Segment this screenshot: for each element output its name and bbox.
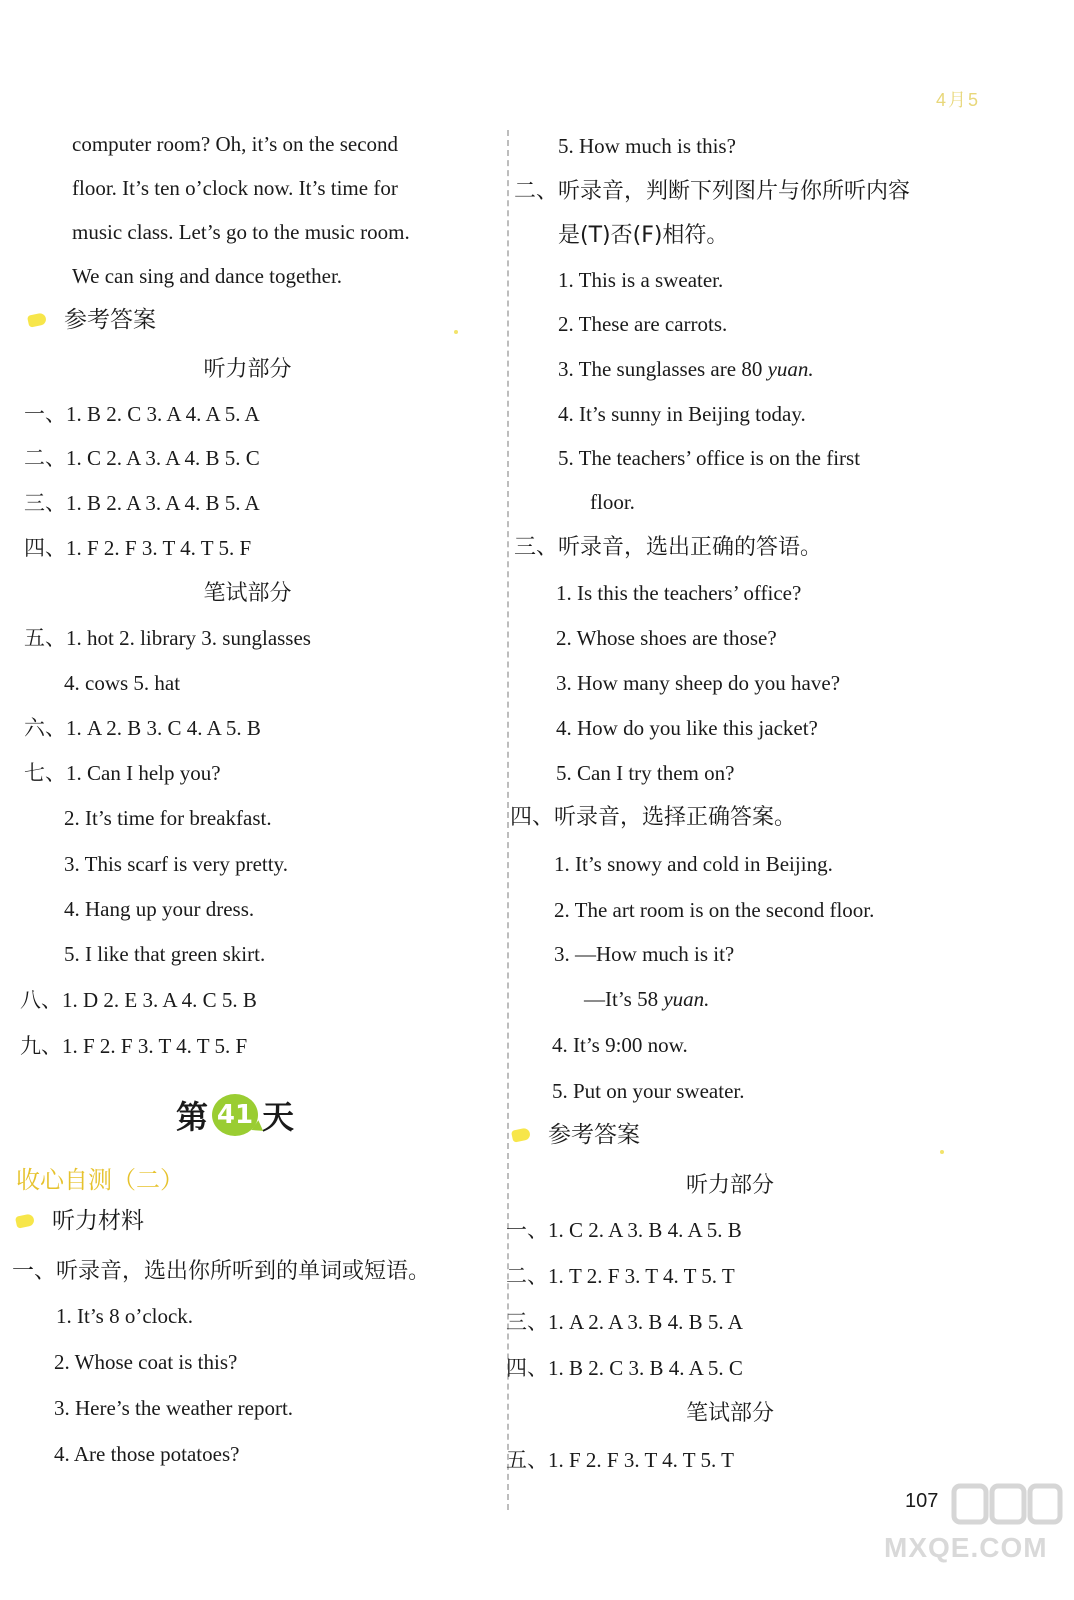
answer-row: 一、1. C 2. A 3. B 4. A 5. B bbox=[506, 1218, 742, 1242]
answer-row: 九、1. F 2. F 3. T 4. T 5. F bbox=[20, 1034, 248, 1058]
bullet-icon bbox=[27, 312, 47, 327]
material-item: 2. These are carrots. bbox=[558, 312, 728, 336]
answer-row: 5. I like that green skirt. bbox=[64, 942, 266, 966]
day-badge: 41 bbox=[212, 1094, 258, 1136]
material-item: 4. It’s sunny in Beijing today. bbox=[558, 402, 806, 426]
column-divider bbox=[507, 130, 509, 1510]
written-title: 笔试部分 bbox=[203, 581, 292, 606]
answer-row: 二、1. C 2. A 3. A 4. B 5. C bbox=[24, 446, 260, 470]
answer-heading bbox=[28, 305, 156, 335]
material-item: 5. Put on your sweater. bbox=[552, 1079, 745, 1103]
material-item: 3. Here’s the weather report. bbox=[54, 1396, 294, 1420]
answer-row: 三、1. B 2. A 3. A 4. B 5. A bbox=[24, 491, 260, 515]
material-item: 3. —How much is it? bbox=[554, 942, 735, 966]
answer-row: 4. Hang up your dress. bbox=[64, 897, 255, 921]
answer-row: 五、1. F 2. F 3. T 4. T 5. T bbox=[506, 1448, 734, 1472]
material-item: 1. It’s snowy and cold in Beijing. bbox=[554, 852, 833, 876]
answer-row: 四、1. F 2. F 3. T 4. T 5. F bbox=[24, 536, 252, 560]
answer-row: 七、1. Can I help you? bbox=[24, 761, 221, 785]
day-title bbox=[176, 1090, 294, 1140]
material-item: 5. The teachers’ office is on the first bbox=[558, 446, 861, 470]
answer-row: 4. cows 5. hat bbox=[64, 671, 181, 695]
question-prompt: 二、听录音，判断下列图片与你所听内容 bbox=[514, 179, 911, 204]
material-item: 1. This is a sweater. bbox=[558, 268, 724, 292]
yuan-unit: yuan. bbox=[663, 987, 710, 1011]
answer-row: 五、1. hot 2. library 3. sunglasses bbox=[24, 626, 311, 650]
watermark-text: MXQE.COM bbox=[884, 1532, 1048, 1563]
page-number: 107 bbox=[905, 1490, 939, 1512]
material-item: 1. It’s 8 o’clock. bbox=[56, 1304, 194, 1328]
answer-heading-label: 参考答案 bbox=[548, 1122, 640, 1148]
answer-row: 二、1. T 2. F 3. T 4. T 5. T bbox=[506, 1264, 735, 1288]
material-item: 4. Are those potatoes? bbox=[54, 1442, 240, 1466]
answer-row: 四、1. B 2. C 3. B 4. A 5. C bbox=[506, 1356, 743, 1380]
material-item bbox=[584, 985, 709, 1013]
bullet-icon bbox=[511, 1127, 531, 1142]
item-text: —It’s 58 bbox=[584, 987, 659, 1011]
answer-row: 一、1. B 2. C 3. A 4. A 5. A bbox=[24, 402, 260, 426]
test-title: 收心自测（二） bbox=[16, 1166, 184, 1194]
written-title: 笔试部分 bbox=[685, 1401, 774, 1426]
material-item: 4. How do you like this jacket? bbox=[556, 716, 818, 740]
yuan-unit: yuan. bbox=[767, 357, 814, 381]
bullet-icon bbox=[15, 1213, 35, 1228]
question-prompt: 一、听录音，选出你所听到的单词或短语。 bbox=[12, 1259, 431, 1284]
intro-line: floor. It’s ten o’clock now. It’s time for bbox=[72, 176, 398, 200]
material-item: 4. It’s 9:00 now. bbox=[552, 1033, 688, 1057]
answer-heading bbox=[512, 1120, 640, 1150]
listening-title: 听力部分 bbox=[685, 1173, 774, 1198]
speck-mark bbox=[454, 330, 458, 334]
material-item: floor. bbox=[590, 490, 635, 514]
answer-row: 六、1. A 2. B 3. C 4. A 5. B bbox=[24, 716, 261, 740]
answer-row: 3. This scarf is very pretty. bbox=[64, 852, 288, 876]
material-heading bbox=[16, 1206, 144, 1236]
material-item: 2. Whose coat is this? bbox=[54, 1350, 238, 1374]
material-item: 2. The art room is on the second floor. bbox=[554, 898, 875, 922]
item-text: 3. The sunglasses are 80 bbox=[558, 357, 763, 381]
material-item bbox=[558, 355, 814, 383]
material-item: 3. How many sheep do you have? bbox=[556, 671, 841, 695]
day-prefix: 第 bbox=[176, 1098, 209, 1136]
intro-line: We can sing and dance together. bbox=[72, 264, 343, 288]
material-item: 5. Can I try them on? bbox=[556, 761, 735, 785]
question-prompt: 四、听录音，选择正确答案。 bbox=[510, 805, 797, 830]
answer-row: 三、1. A 2. A 3. B 4. B 5. A bbox=[506, 1310, 743, 1334]
material-item: 1. Is this the teachers’ office? bbox=[556, 581, 802, 605]
answer-heading-label: 参考答案 bbox=[64, 307, 156, 333]
speck-mark bbox=[940, 1150, 944, 1154]
material-heading-label: 听力材料 bbox=[52, 1208, 144, 1234]
page-header-mark: 4月5 bbox=[936, 90, 981, 110]
intro-line: computer room? Oh, it’s on the second bbox=[72, 132, 399, 156]
listening-title: 听力部分 bbox=[203, 357, 292, 382]
answer-row: 八、1. D 2. E 3. A 4. C 5. B bbox=[20, 988, 257, 1012]
answer-row: 2. It’s time for breakfast. bbox=[64, 806, 272, 830]
material-item: 2. Whose shoes are those? bbox=[556, 626, 777, 650]
question-prompt: 三、听录音，选出正确的答语。 bbox=[514, 535, 823, 560]
material-item: 5. How much is this? bbox=[558, 134, 736, 158]
intro-line: music class. Let’s go to the music room. bbox=[72, 220, 410, 244]
day-suffix: 天 bbox=[262, 1098, 295, 1136]
question-prompt: 是(T)否(F)相符。 bbox=[558, 223, 729, 248]
